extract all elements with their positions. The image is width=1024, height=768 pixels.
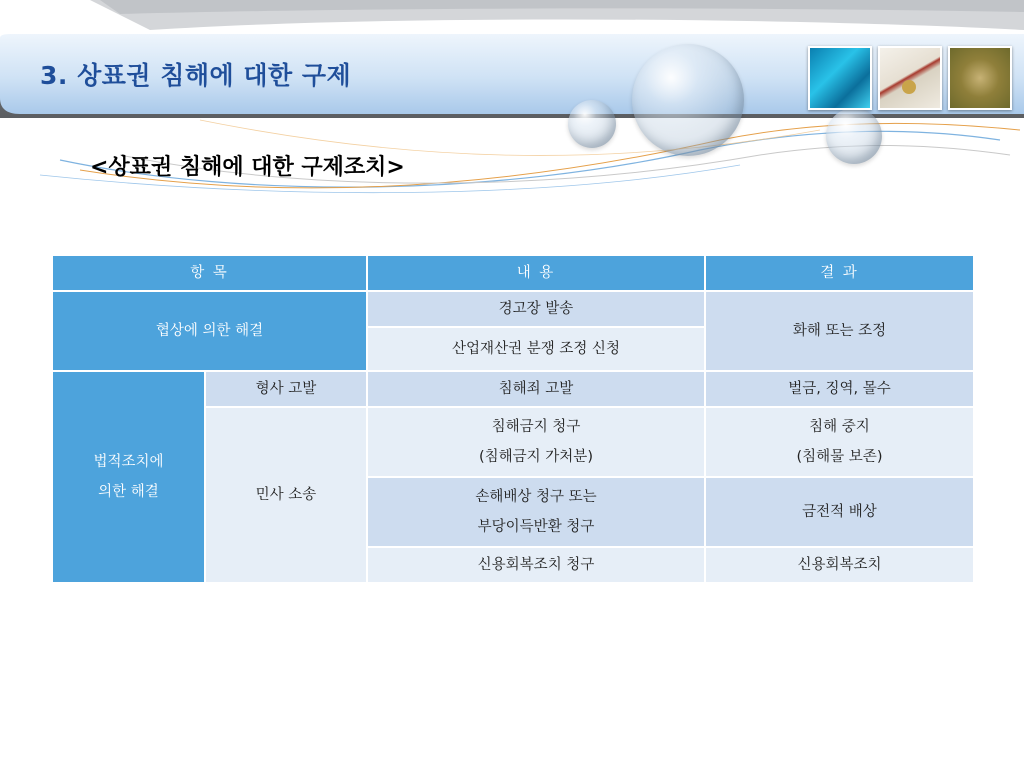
header-thumbnails: [808, 46, 1012, 110]
header-content: 내 용: [367, 255, 705, 291]
page-title: 3. 상표권 침해에 대한 구제: [40, 61, 352, 90]
result-cell: [705, 407, 974, 477]
result-cell: 신용회복조치: [705, 547, 974, 583]
table-row: [52, 291, 974, 327]
table-row: [52, 371, 974, 407]
content-cell: 신용회복조치 청구: [367, 547, 705, 583]
result-cell: 화해 또는 조정: [705, 291, 974, 371]
content-cell: [367, 477, 705, 547]
content-line: 손해배상 청구 또는: [475, 489, 597, 505]
result-line: 침해 중지: [809, 419, 870, 435]
small-bubble-decoration: [568, 100, 616, 148]
legal-category-line2: 의한 해결: [98, 484, 159, 500]
large-bubble-decoration: [632, 44, 744, 156]
civil-sub-cell: 민사 소송: [205, 407, 367, 583]
content-line: (침해금지 가처분): [479, 449, 593, 465]
result-cell: 금전적 배상: [705, 477, 974, 547]
result-cell: 벌금, 징역, 몰수: [705, 371, 974, 407]
content-line: 침해금지 청구: [491, 419, 581, 435]
remedies-table: [51, 254, 975, 584]
content-cell: 침해죄 고발: [367, 371, 705, 407]
content-cell: 산업재산권 분쟁 조정 신청: [367, 327, 705, 371]
result-line: (침해물 보존): [796, 449, 883, 465]
legal-category-line1: 법적조치에: [93, 454, 164, 470]
wheat-field-image: [948, 46, 1012, 110]
right-bubble-decoration: [826, 108, 882, 164]
legal-category-cell: [52, 371, 205, 583]
table-header-row: [52, 255, 974, 291]
content-line: 부당이득반환 청구: [477, 519, 595, 535]
header-item: 항 목: [52, 255, 367, 291]
content-cell: [367, 407, 705, 477]
certificate-seal-image: [878, 46, 942, 110]
header-result: 결 과: [705, 255, 974, 291]
blue-fabric-image: [808, 46, 872, 110]
content-cell: 경고장 발송: [367, 291, 705, 327]
criminal-sub-cell: 형사 고발: [205, 371, 367, 407]
section-subtitle: <상표권 침해에 대한 구제조치>: [90, 155, 405, 180]
negotiation-category-cell: 협상에 의한 해결: [52, 291, 367, 371]
